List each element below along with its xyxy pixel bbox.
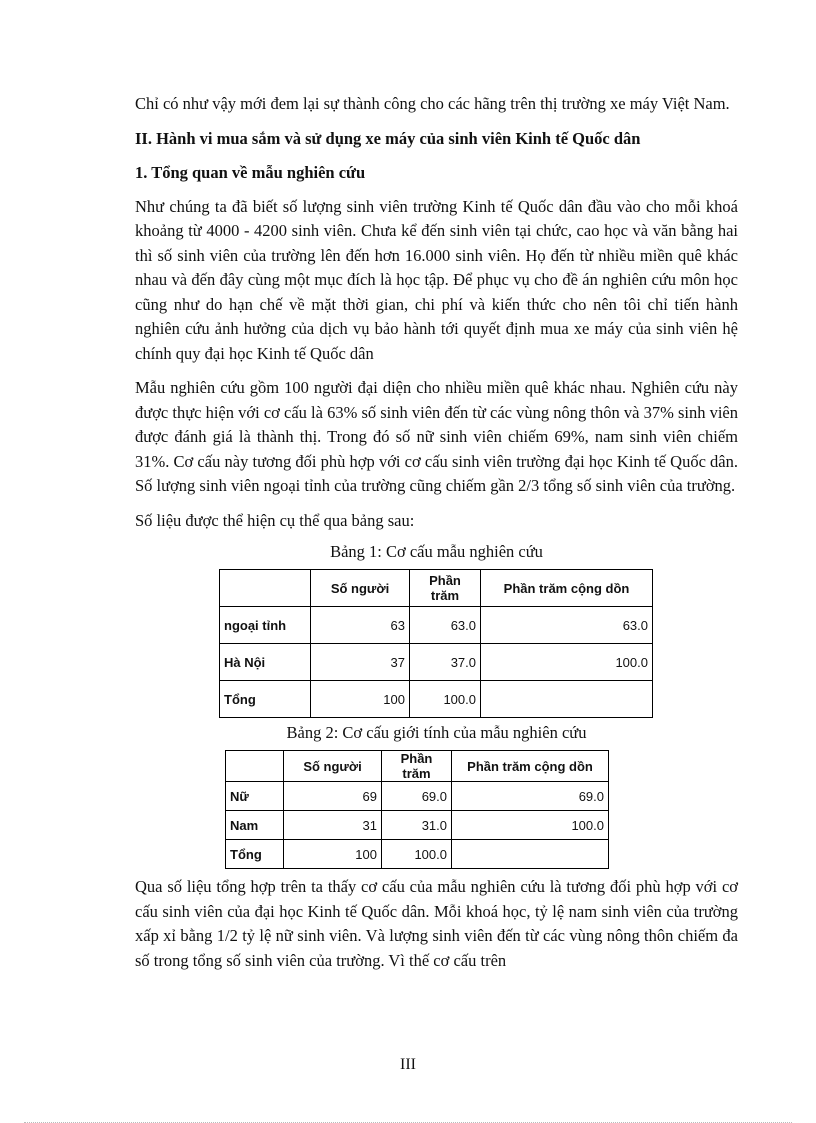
table-cell: 100.0 xyxy=(410,681,481,718)
table-row xyxy=(220,644,653,681)
table-cell: 69.0 xyxy=(382,782,452,811)
paragraph-intro: Chỉ có như vậy mới đem lại sự thành công cho các hãng trên thị trường xe máy Việt Nam. xyxy=(135,94,730,113)
table-row-label: ngoại tỉnh xyxy=(220,607,311,644)
table-cell: 37 xyxy=(311,644,410,681)
page-number: III xyxy=(400,1056,416,1073)
table-row xyxy=(226,840,609,869)
table-cell: 69 xyxy=(284,782,382,811)
table-row-label: Nam xyxy=(226,811,284,840)
table-cell xyxy=(452,840,609,869)
table-header-cell: Số người xyxy=(284,751,382,782)
table-cell: 37.0 xyxy=(410,644,481,681)
table-header-row xyxy=(226,751,609,782)
table-row-label: Tổng xyxy=(220,681,311,718)
table-cell: 100.0 xyxy=(382,840,452,869)
table-header-cell: Số người xyxy=(311,570,410,607)
table-header-cell: Phần trăm xyxy=(382,751,452,782)
paragraph-sample-structure: Mẫu nghiên cứu gồm 100 người đại diện cho nhiều miền quê khác nhau. Nghiên cứu này được thực hiện với cơ cấu là 63% số sinh viên đến từ các vùng nông thôn và 37% sinh viên được đánh giá là thành thị. Trong đó số nữ sinh viên chiếm 69%, nam sinh viên chiếm 31%. Cơ cấu này tương đối phù hợp với cơ cấu sinh viên trường đại học Kinh tế Quốc dân. Số lượng sinh viên ngoại tỉnh của trường cũng chiếm gần 2/3 tổng số sinh viên của trường. xyxy=(135,378,738,495)
table-gender-structure xyxy=(225,750,609,869)
paragraph-sample-overview: Như chúng ta đã biết số lượng sinh viên trường Kinh tế Quốc dân đầu vào cho mỗi khoá khoảng từ 4000 - 4200 sinh viên. Chưa kể đến sinh viên tại chức, cao học và văn bằng hai thì số sinh viên của trường lên đến hơn 16.000 sinh viên. Họ đến từ nhiều miền quê khác nhau và đến đây cùng một mục đích là học tập. Để phục vụ cho đề án nghiên cứu môn học cũng như do hạn chế về mặt thời gian, chi phí và kiến thức cho nên tôi chỉ tiến hành nghiên cứu ảnh hưởng của dịch vụ bảo hành tới quyết định mua xe máy của sinh viên hệ chính quy đại học Kinh tế Quốc dân xyxy=(135,196,738,363)
table-row xyxy=(220,607,653,644)
table-cell: 31.0 xyxy=(382,811,452,840)
table-cell: 100 xyxy=(284,840,382,869)
table-header-row xyxy=(220,570,653,607)
table2-caption: Bảng 2: Cơ cấu giới tính của mẫu nghiên cứu xyxy=(286,723,587,742)
table1-caption: Bảng 1: Cơ cấu mẫu nghiên cứu xyxy=(330,542,543,561)
table-header-cell: Phần trăm xyxy=(410,570,481,607)
table-cell: 63 xyxy=(311,607,410,644)
table-sample-structure xyxy=(219,569,653,718)
table-header-cell xyxy=(226,751,284,782)
paragraph-conclusion: Qua số liệu tổng hợp trên ta thấy cơ cấu của mẫu nghiên cứu là tương đối phù hợp với cơ cấu sinh viên của đại học Kinh tế Quốc dân. Mỗi khoá học, tỷ lệ nam sinh viên của trường xấp xỉ bằng 1/2 tỷ lệ nữ sinh viên. Và lượng sinh viên đến từ các vùng nông thôn chiếm đa số trong tổng số sinh viên của trường. Vì thế cơ cấu trên xyxy=(135,877,738,970)
table-header-cell: Phần trăm cộng dồn xyxy=(452,751,609,782)
table-row xyxy=(220,681,653,718)
table-cell: 63.0 xyxy=(410,607,481,644)
table-row xyxy=(226,811,609,840)
table-cell: 31 xyxy=(284,811,382,840)
table-cell: 100.0 xyxy=(481,644,653,681)
table-cell: 100 xyxy=(311,681,410,718)
table-cell xyxy=(481,681,653,718)
table-header-cell: Phần trăm cộng dồn xyxy=(481,570,653,607)
table-cell: 69.0 xyxy=(452,782,609,811)
table-header-cell xyxy=(220,570,311,607)
table-cell: 100.0 xyxy=(452,811,609,840)
table-row xyxy=(226,782,609,811)
section-heading: II. Hành vi mua sắm và sử dụng xe máy của sinh viên Kinh tế Quốc dân xyxy=(135,128,641,148)
table-row-label: Tổng xyxy=(226,840,284,869)
page-content xyxy=(135,92,738,973)
subsection-heading: 1. Tổng quan về mẫu nghiên cứu xyxy=(135,162,366,182)
table-cell: 63.0 xyxy=(481,607,653,644)
paragraph-table-intro: Số liệu được thể hiện cụ thể qua bảng sau: xyxy=(135,510,415,530)
table-row-label: Hà Nội xyxy=(220,644,311,681)
table-row-label: Nữ xyxy=(226,782,284,811)
